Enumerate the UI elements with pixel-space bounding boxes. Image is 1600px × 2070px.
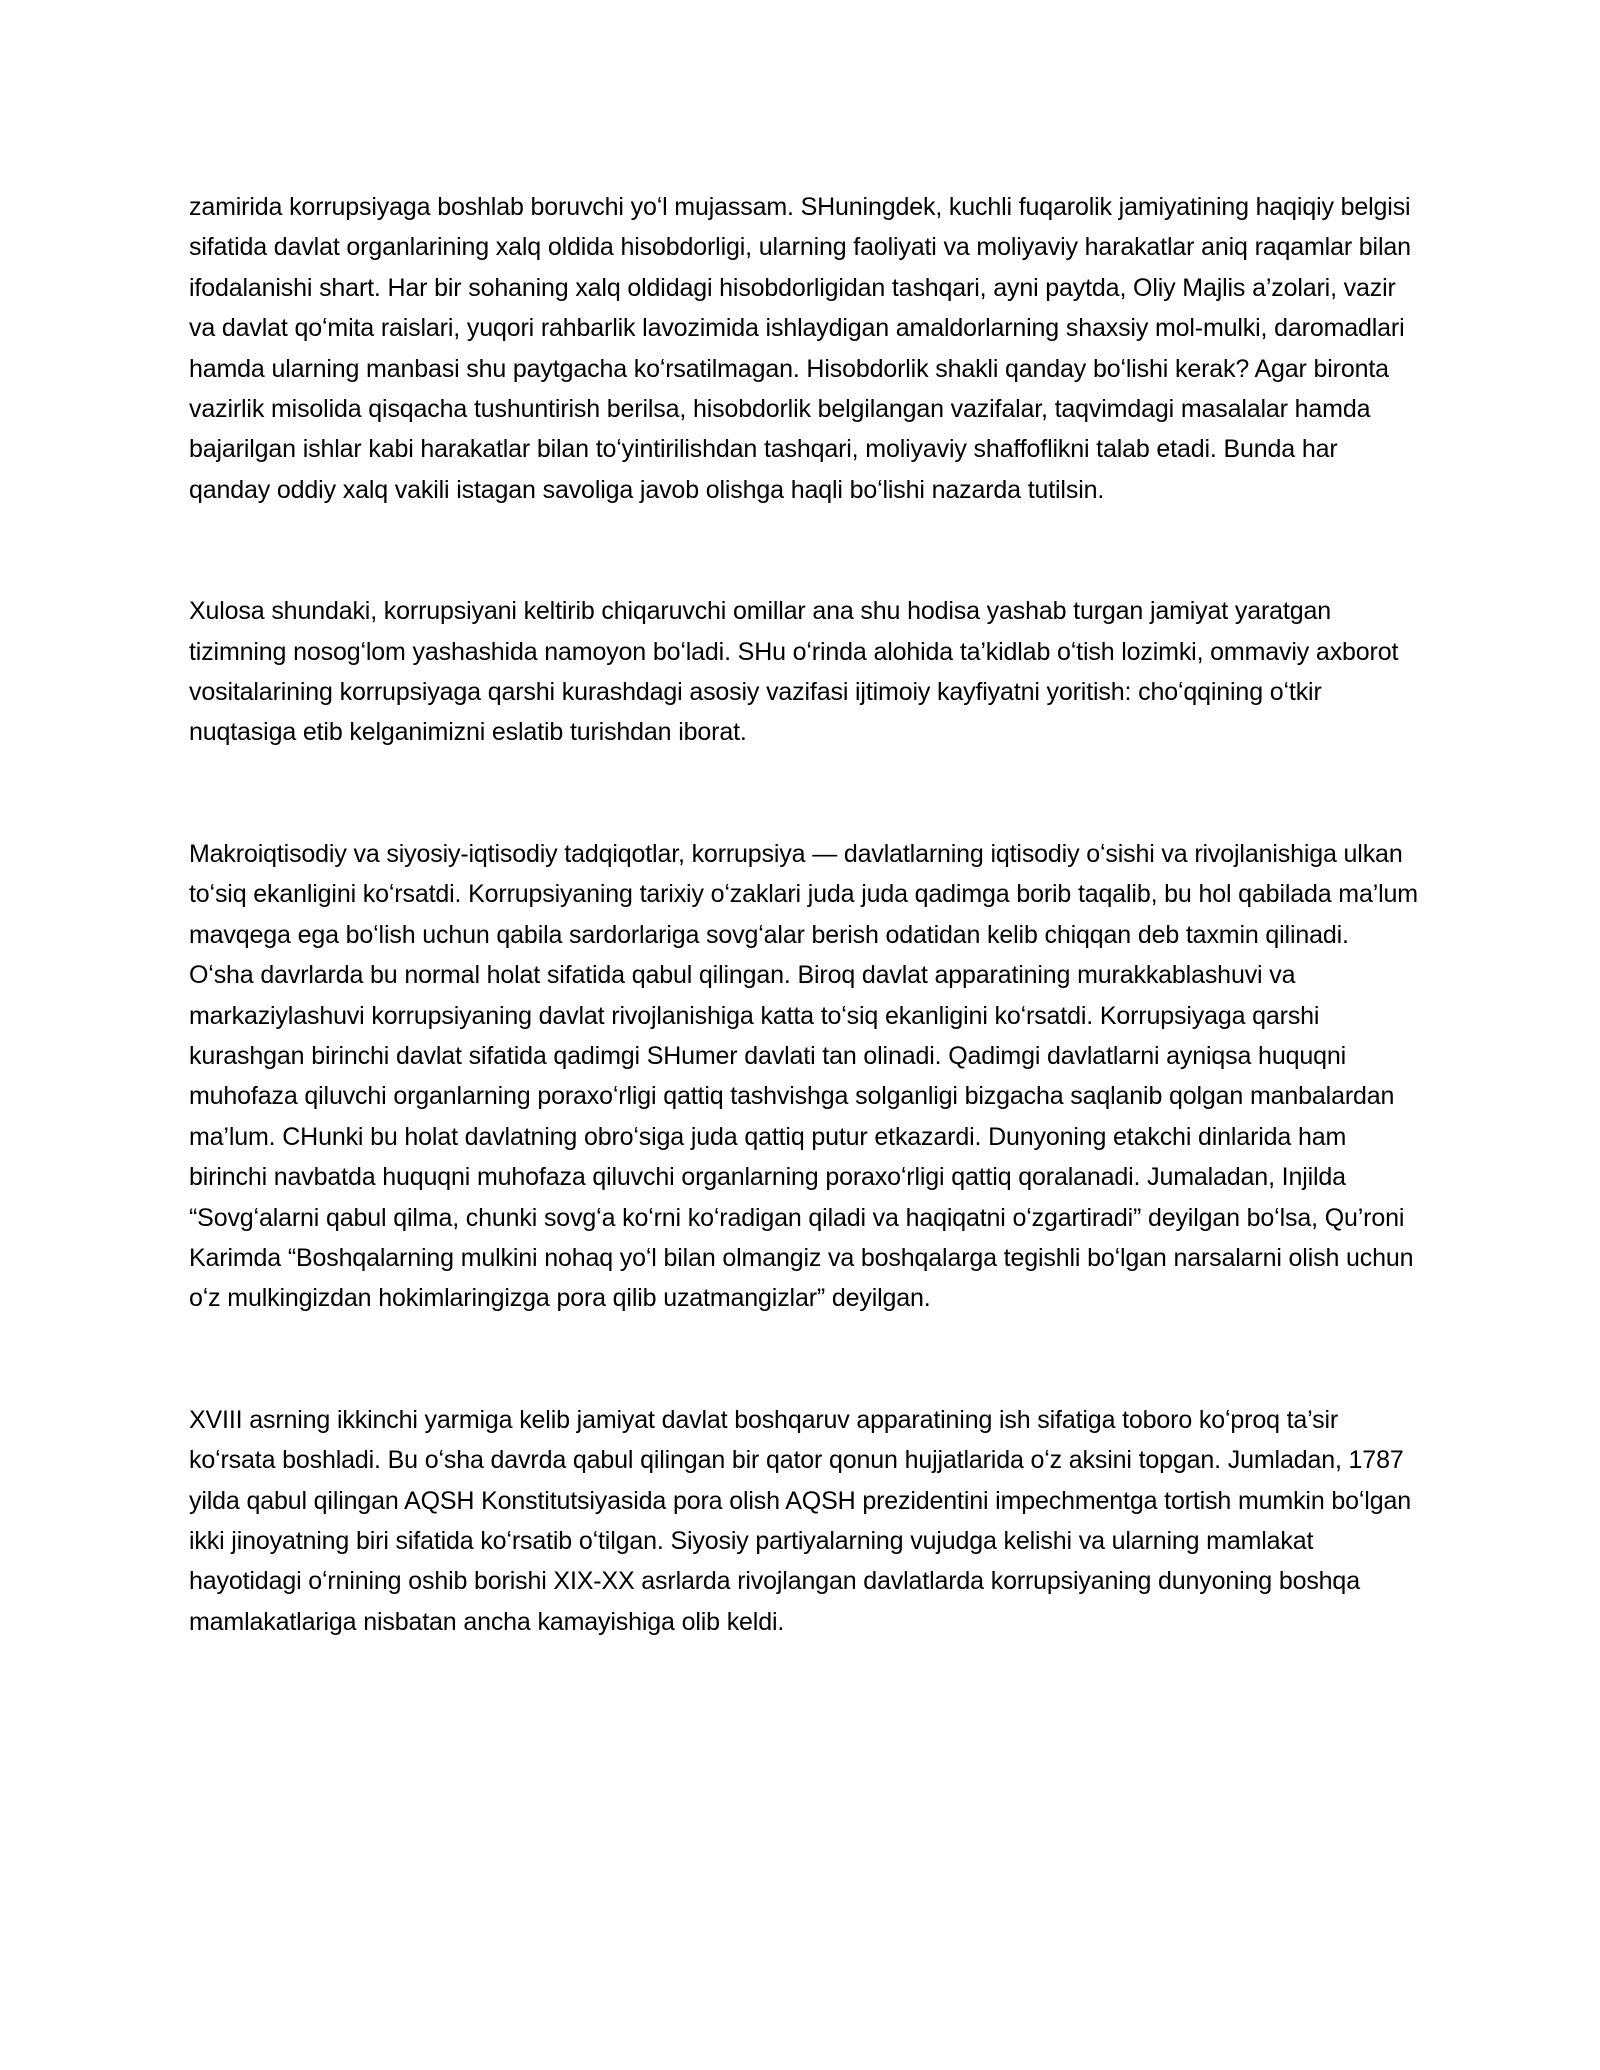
document-body bbox=[189, 187, 1419, 1642]
paragraph-2: Xulosa shundaki, korrupsiyani keltirib chiqaruvchi omillar ana shu hodisa yashab turgan jamiyat yaratgan tizimning nosogʻlom yashashida namoyon boʻladi. SHu oʻrinda alohida ta’kidlab oʻtish lozimki, ommaviy axborot vositalarining korrupsiyaga qarshi kurashdagi asosiy vazifasi ijtimoiy kayfiyatni yoritish: choʻqqining oʻtkir nuqtasiga etib kelganimizni eslatib turishdan iborat. bbox=[189, 597, 1399, 747]
paragraph-1: zamirida korrupsiyaga boshlab boruvchi yoʻl mujassam. SHuningdek, kuchli fuqarolik jamiyatining haqiqiy belgisi sifatida davlat organlarining xalq oldida hisobdorligi, ularning faoliyati va moliyaviy harakatlar aniq raqamlar bilan ifodalanishi shart. Har bir sohaning xalq oldidagi hisobdorligidan tashqari, ayni paytda, Oliy Majlis a’zolari, vazir va davlat qoʻmita raislari, yuqori rahbarlik lavozimida ishlaydigan amaldorlarning shaxsiy mol-mulki, daromadlari hamda ularning manbasi shu paytgacha koʻrsatilmagan. Hisobdorlik shakli qanday boʻlishi kerak? Agar bironta vazirlik misolida qisqacha tushuntirish berilsa, hisobdorlik belgilangan vazifalar, taqvimdagi masalalar hamda bajarilgan ishlar kabi harakatlar bilan toʻyintirilishdan tashqari, moliyaviy shaffoflikni talab etadi. Bunda har qanday oddiy xalq vakili istagan savoliga javob olishga haqli boʻlishi nazarda tutilsin. bbox=[189, 193, 1411, 504]
paragraph-3: Makroiqtisodiy va siyosiy-iqtisodiy tadqiqotlar, korrupsiya — davlatlarning iqtisodiy oʻsishi va rivojlanishiga ulkan toʻsiq ekanligini koʻrsatdi. Korrupsiyaning tarixiy oʻzaklari juda juda qadimga borib taqalib, bu hol qabilada ma’lum mavqega ega boʻlish uchun qabila sardorlariga sovgʻalar berish odatidan kelib chiqqan deb taxmin qilinadi. Oʻsha davrlarda bu normal holat sifatida qabul qilingan. Biroq davlat apparatining murakkablashuvi va markaziylashuvi korrupsiyaning davlat rivojlanishiga katta toʻsiq ekanligini koʻrsatdi. Korrupsiyaga qarshi kurashgan birinchi davlat sifatida qadimgi SHumer davlati tan olinadi. Qadimgi davlatlarni ayniqsa huquqni muhofaza qiluvchi organlarning poraxoʻrligi qattiq tashvishga solganligi bizgacha saqlanib qolgan manbalardan ma’lum. CHunki bu holat davlatning obroʻsiga juda qattiq putur etkazardi. Dunyoning etakchi dinlarida ham birinchi navbatda huquqni muhofaza qiluvchi organlarning poraxoʻrligi qattiq qoralanadi. Jumaladan, Injilda “Sovgʻalarni qabul qilma, chunki sovgʻa koʻrni koʻradigan qiladi va haqiqatni oʻzgartiradi” deyilgan boʻlsa, Qu’roni Karimda “Boshqalarning mulkini nohaq yoʻl bilan olmangiz va boshqalarga tegishli boʻlgan narsalarni olish uchun oʻz mulkingizdan hokimlaringizga pora qilib uzatmangizlar” deyilgan. bbox=[189, 839, 1418, 1313]
paragraph-4: XVIII asrning ikkinchi yarmiga kelib jamiyat davlat boshqaruv apparatining ish sifatiga toboro koʻproq ta’sir koʻrsata boshladi. Bu oʻsha davrda qabul qilingan bir qator qonun hujjatlarida oʻz aksini topgan. Jumladan, 1787 yilda qabul qilingan AQSH Konstitutsiyasida pora olish AQSH prezidentini impechmentga tortish mumkin boʻlgan ikki jinoyatning biri sifatida koʻrsatib oʻtilgan. Siyosiy partiyalarning vujudga kelishi va ularning mamlakat hayotidagi oʻrnining oshib borishi XIX-XX asrlarda rivojlangan davlatlarda korrupsiyaning dunyoning boshqa mamlakatlariga nisbatan ancha kamayishiga olib keldi. bbox=[189, 1405, 1411, 1636]
